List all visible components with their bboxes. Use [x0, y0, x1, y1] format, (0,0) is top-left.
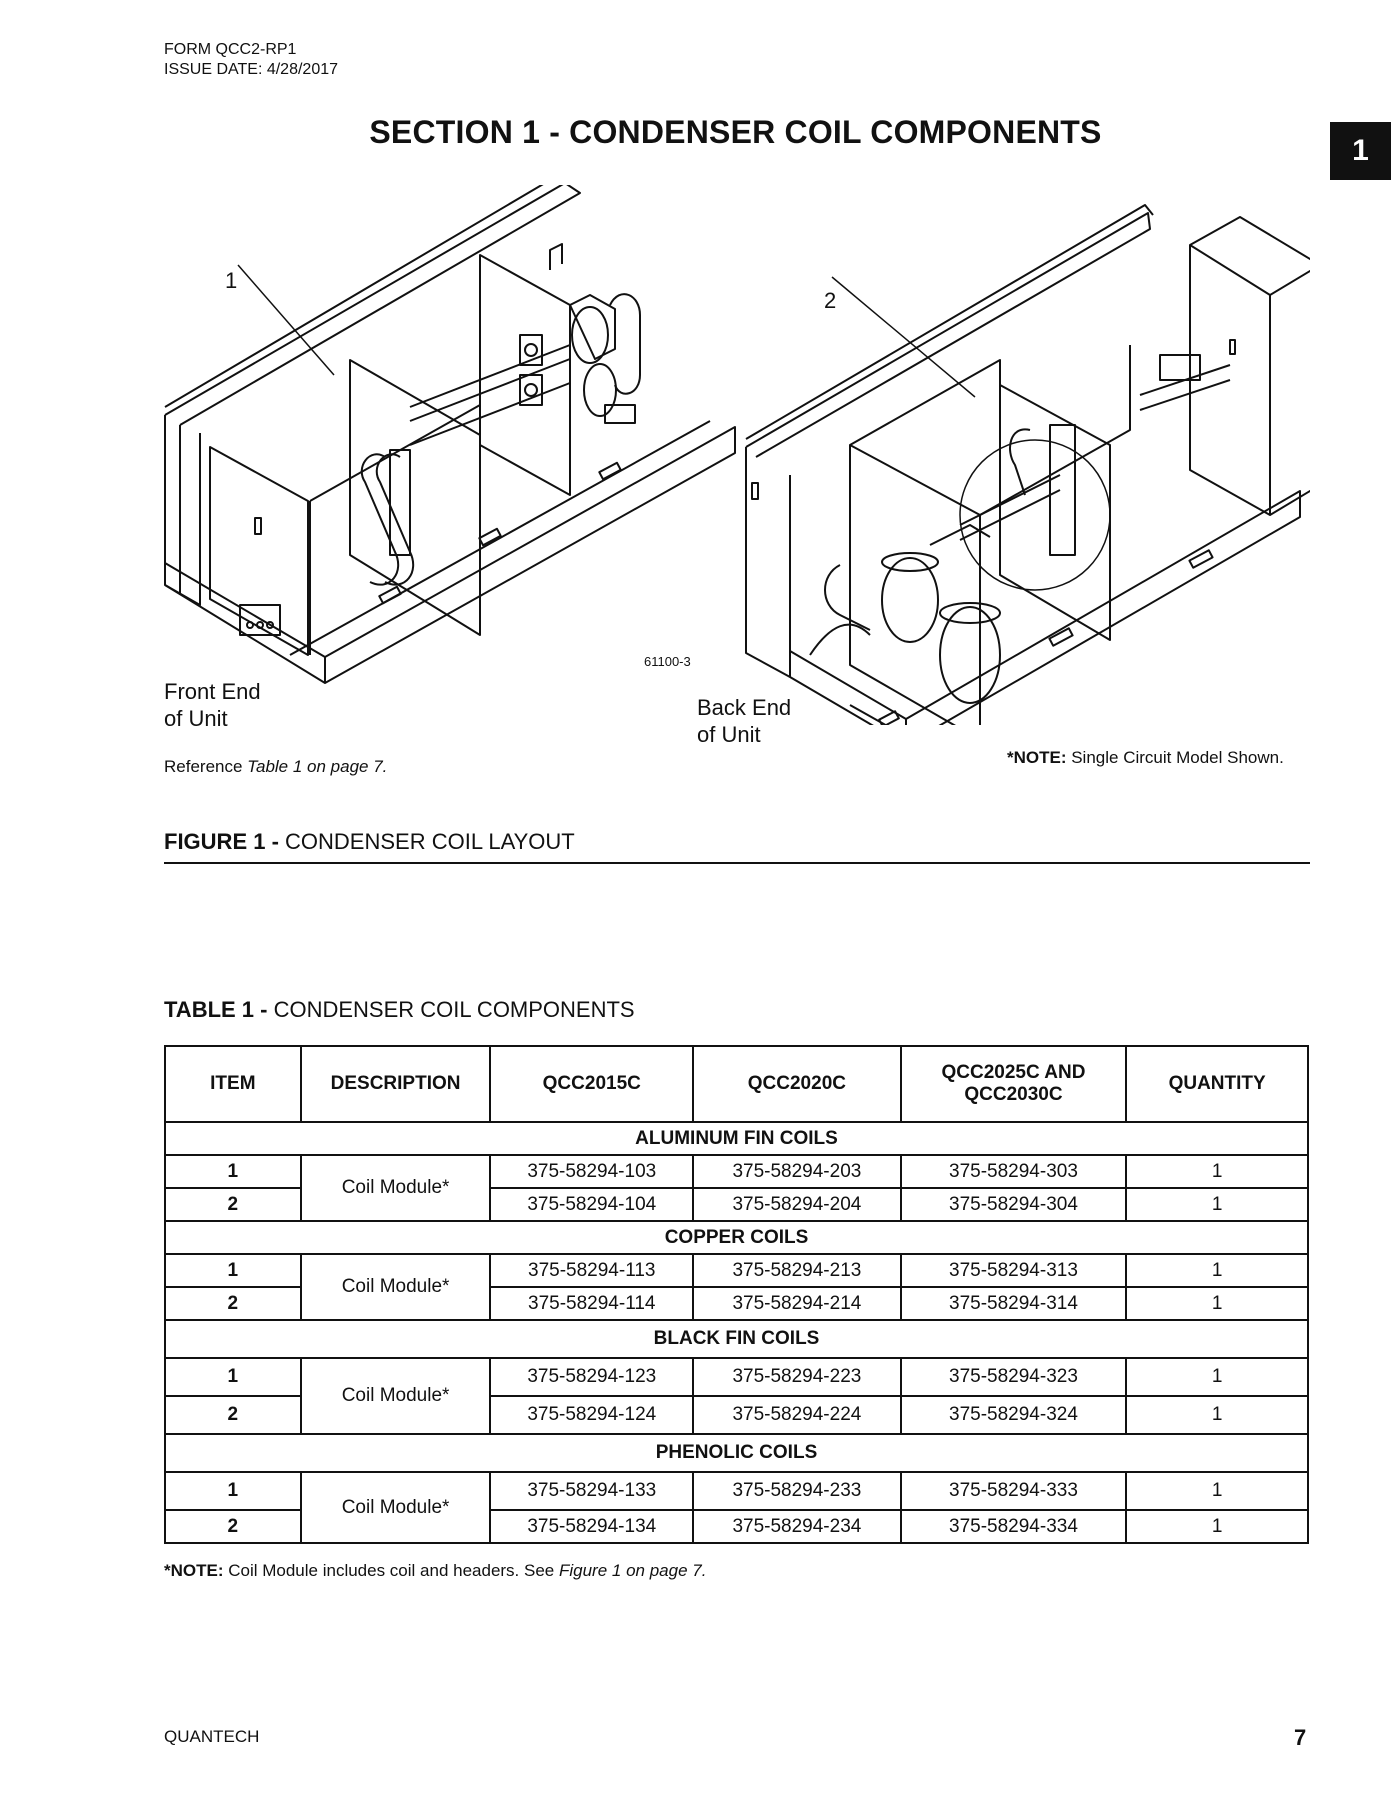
reference-prefix: Reference	[164, 757, 248, 776]
group-row	[165, 1320, 1308, 1358]
section-tab: 1	[1330, 122, 1391, 180]
group-row	[165, 1434, 1308, 1472]
cell-qcc2025c: 375-58294-304	[901, 1188, 1127, 1221]
cell-quantity: 1	[1126, 1155, 1308, 1188]
cell-item: 2	[165, 1287, 301, 1320]
table-caption-text: CONDENSER COIL COMPONENTS	[267, 997, 635, 1022]
table-header-row	[165, 1046, 1308, 1122]
header-qcc2015c: QCC2015C	[490, 1046, 693, 1122]
header-qcc2025c-qcc2030c	[901, 1046, 1127, 1122]
group-row	[165, 1221, 1308, 1254]
table-caption	[164, 997, 635, 1023]
front-unit-drawing	[165, 185, 735, 683]
table-note	[164, 1561, 706, 1581]
cell-description: Coil Module*	[301, 1358, 491, 1434]
group-row	[165, 1122, 1308, 1155]
cell-qcc2025c: 375-58294-323	[901, 1358, 1127, 1396]
cell-qcc2020c: 375-58294-204	[693, 1188, 901, 1221]
figure-note	[1007, 748, 1284, 768]
cell-item: 1	[165, 1155, 301, 1188]
table-row	[165, 1472, 1308, 1510]
callout-number-2: 2	[824, 288, 837, 313]
cell-item: 2	[165, 1510, 301, 1543]
cell-qcc2020c: 375-58294-213	[693, 1254, 901, 1287]
footer-brand: QUANTECH	[164, 1727, 260, 1746]
table-note-text: Coil Module includes coil and headers. See	[223, 1561, 559, 1580]
cell-qcc2025c: 375-58294-333	[901, 1472, 1127, 1510]
cell-item: 1	[165, 1254, 301, 1287]
figure-caption-text: CONDENSER COIL LAYOUT	[278, 829, 575, 854]
group-name: ALUMINUM FIN COILS	[165, 1122, 1308, 1155]
figure-note-label: *NOTE:	[1007, 748, 1067, 767]
cell-qcc2020c: 375-58294-224	[693, 1396, 901, 1434]
page-number: 7	[1294, 1725, 1307, 1750]
header-qcc2025c-line1: QCC2025C AND	[941, 1062, 1086, 1083]
caption-divider	[164, 862, 1310, 864]
cell-qcc2020c: 375-58294-214	[693, 1287, 901, 1320]
form-number: FORM QCC2-RP1	[164, 41, 297, 58]
condenser-coil-layout-drawing	[150, 185, 1310, 725]
back-unit-drawing	[746, 205, 1310, 725]
cell-qcc2025c: 375-58294-314	[901, 1287, 1127, 1320]
cell-qcc2020c: 375-58294-203	[693, 1155, 901, 1188]
table-row	[165, 1155, 1308, 1188]
section-title: SECTION 1 - CONDENSER COIL COMPONENTS	[369, 114, 1102, 150]
cell-description: Coil Module*	[301, 1472, 491, 1543]
front-end-label	[164, 678, 261, 732]
figure-note-text: Single Circuit Model Shown.	[1066, 748, 1284, 767]
cell-qcc2015c: 375-58294-113	[490, 1254, 693, 1287]
cell-qcc2015c: 375-58294-103	[490, 1155, 693, 1188]
cell-quantity: 1	[1126, 1510, 1308, 1543]
cell-qcc2020c: 375-58294-223	[693, 1358, 901, 1396]
header-qcc2025c-line2: QCC2030C	[964, 1084, 1063, 1105]
table-note-link[interactable]: Figure 1 on page 7.	[558, 1561, 707, 1580]
group-name: PHENOLIC COILS	[165, 1434, 1308, 1472]
cell-qcc2015c: 375-58294-114	[490, 1287, 693, 1320]
cell-qcc2025c: 375-58294-334	[901, 1510, 1127, 1543]
cell-qcc2015c: 375-58294-133	[490, 1472, 693, 1510]
cell-quantity: 1	[1126, 1472, 1308, 1510]
figure-reference	[164, 757, 387, 777]
cell-qcc2025c: 375-58294-313	[901, 1254, 1127, 1287]
cell-item: 2	[165, 1396, 301, 1434]
back-end-label	[697, 694, 791, 748]
header-item: ITEM	[165, 1046, 301, 1122]
cell-qcc2020c: 375-58294-234	[693, 1510, 901, 1543]
cell-item: 1	[165, 1358, 301, 1396]
table-note-label: *NOTE:	[164, 1561, 224, 1580]
cell-qcc2015c: 375-58294-124	[490, 1396, 693, 1434]
cell-item: 1	[165, 1472, 301, 1510]
cell-qcc2025c: 375-58294-303	[901, 1155, 1127, 1188]
back-end-label-line2: of Unit	[697, 722, 761, 747]
front-end-label-line2: of Unit	[164, 706, 228, 731]
figure-caption	[164, 829, 575, 855]
cell-qcc2025c: 375-58294-324	[901, 1396, 1127, 1434]
figure-caption-label: FIGURE 1 -	[164, 829, 279, 854]
cell-quantity: 1	[1126, 1358, 1308, 1396]
cell-qcc2015c: 375-58294-123	[490, 1358, 693, 1396]
cell-item: 2	[165, 1188, 301, 1221]
table-row	[165, 1254, 1308, 1287]
front-end-label-line1: Front End	[164, 679, 261, 704]
cell-qcc2015c: 375-58294-104	[490, 1188, 693, 1221]
cell-description: Coil Module*	[301, 1254, 491, 1320]
cell-quantity: 1	[1126, 1254, 1308, 1287]
header-qcc2020c: QCC2020C	[693, 1046, 901, 1122]
drawing-code: 61100-3	[644, 654, 691, 669]
table-row	[165, 1358, 1308, 1396]
cell-quantity: 1	[1126, 1287, 1308, 1320]
callout-number-1: 1	[225, 268, 238, 293]
header-quantity: QUANTITY	[1126, 1046, 1308, 1122]
cell-qcc2015c: 375-58294-134	[490, 1510, 693, 1543]
group-name: COPPER COILS	[165, 1221, 1308, 1254]
reference-link[interactable]: Table 1 on page 7.	[247, 757, 388, 776]
cell-qcc2020c: 375-58294-233	[693, 1472, 901, 1510]
cell-quantity: 1	[1126, 1188, 1308, 1221]
header-description: DESCRIPTION	[301, 1046, 491, 1122]
back-end-label-line1: Back End	[697, 695, 792, 720]
form-header	[164, 40, 338, 80]
issue-date: ISSUE DATE: 4/28/2017	[164, 61, 339, 78]
table-caption-label: TABLE 1 -	[164, 997, 268, 1022]
condenser-coil-components-table	[164, 1045, 1309, 1544]
cell-description: Coil Module*	[301, 1155, 491, 1221]
group-name: BLACK FIN COILS	[165, 1320, 1308, 1358]
cell-quantity: 1	[1126, 1396, 1308, 1434]
